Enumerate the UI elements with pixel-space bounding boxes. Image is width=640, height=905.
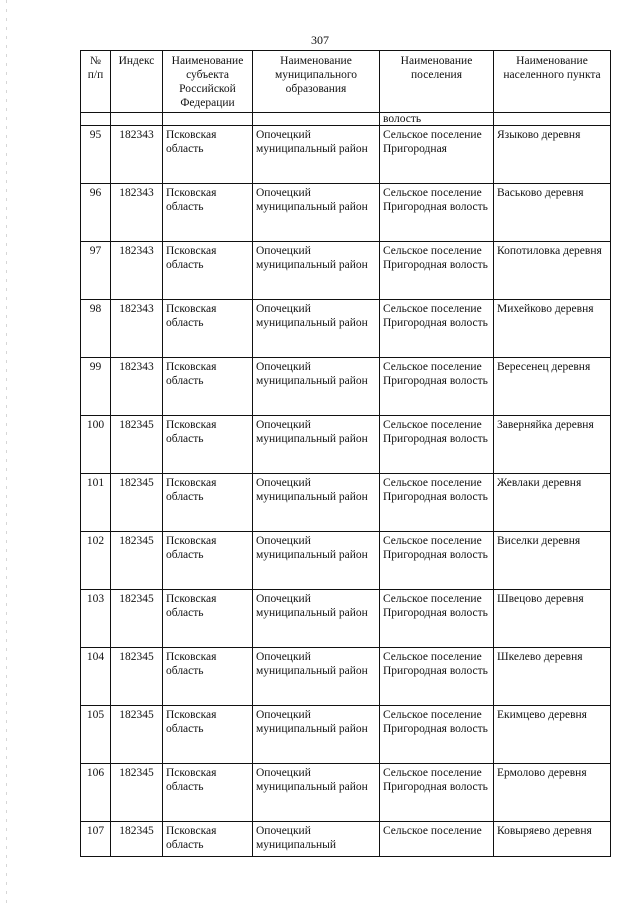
table-header-row xyxy=(81,51,611,113)
header-locality: Наименование населенного пункта xyxy=(494,51,611,113)
row-municipality: Опочецкий муниципальный район xyxy=(253,590,380,648)
row-municipality: Опочецкий муниципальный район xyxy=(253,184,380,242)
row-municipality: Опочецкий муниципальный район xyxy=(253,358,380,416)
row-index: 182345 xyxy=(111,532,163,590)
row-num: 98 xyxy=(81,300,111,358)
row-num: 96 xyxy=(81,184,111,242)
row-subject: Псковская область xyxy=(163,590,253,648)
row-locality: Языково деревня xyxy=(494,126,611,184)
table-row xyxy=(81,648,611,706)
table-row xyxy=(81,590,611,648)
row-index: 182345 xyxy=(111,648,163,706)
row-subject: Псковская область xyxy=(163,184,253,242)
row-subject: Псковская область xyxy=(163,242,253,300)
row-num: 99 xyxy=(81,358,111,416)
continuation-row xyxy=(81,113,611,126)
row-num: 105 xyxy=(81,706,111,764)
row-num: 102 xyxy=(81,532,111,590)
row-locality: Ковыряево деревня xyxy=(494,822,611,857)
row-municipality: Опочецкий муниципальный район xyxy=(253,474,380,532)
header-index: Индекс xyxy=(111,51,163,113)
row-index: 182345 xyxy=(111,706,163,764)
table-row xyxy=(81,358,611,416)
continuation-settlement: волость xyxy=(380,113,494,126)
table-row xyxy=(81,126,611,184)
row-subject: Псковская область xyxy=(163,532,253,590)
row-locality: Копотиловка деревня xyxy=(494,242,611,300)
row-settlement: Сельское поселение Пригородная волость xyxy=(380,648,494,706)
row-num: 103 xyxy=(81,590,111,648)
table-row xyxy=(81,300,611,358)
row-subject: Псковская область xyxy=(163,358,253,416)
row-settlement: Сельское поселение Пригородная волость xyxy=(380,358,494,416)
row-index: 182343 xyxy=(111,242,163,300)
row-locality: Шкелево деревня xyxy=(494,648,611,706)
row-index: 182343 xyxy=(111,126,163,184)
header-settlement: Наименование поселения xyxy=(380,51,494,113)
row-settlement: Сельское поселение Пригородная волость xyxy=(380,184,494,242)
row-locality: Екимцево деревня xyxy=(494,706,611,764)
row-municipality: Опочецкий муниципальный район xyxy=(253,242,380,300)
row-municipality: Опочецкий муниципальный район xyxy=(253,764,380,822)
row-locality: Васьково деревня xyxy=(494,184,611,242)
row-locality: Жевлаки деревня xyxy=(494,474,611,532)
row-index: 182343 xyxy=(111,358,163,416)
scan-edge-artifact xyxy=(6,0,7,905)
row-municipality: Опочецкий муниципальный район xyxy=(253,300,380,358)
row-subject: Псковская область xyxy=(163,648,253,706)
row-locality: Швецово деревня xyxy=(494,590,611,648)
row-locality: Михейково деревня xyxy=(494,300,611,358)
row-index: 182345 xyxy=(111,590,163,648)
table-row xyxy=(81,822,611,857)
row-subject: Псковская область xyxy=(163,706,253,764)
row-index: 182345 xyxy=(111,416,163,474)
row-index: 182343 xyxy=(111,184,163,242)
row-settlement: Сельское поселение Пригородная волость xyxy=(380,242,494,300)
row-index: 182345 xyxy=(111,474,163,532)
row-settlement: Сельское поселение Пригородная волость xyxy=(380,764,494,822)
row-municipality: Опочецкий муниципальный район xyxy=(253,532,380,590)
row-settlement: Сельское поселение Пригородная волость xyxy=(380,474,494,532)
row-municipality: Опочецкий муниципальный район xyxy=(253,126,380,184)
row-num: 104 xyxy=(81,648,111,706)
table-row xyxy=(81,242,611,300)
row-settlement: Сельское поселение Пригородная волость xyxy=(380,416,494,474)
row-subject: Псковская область xyxy=(163,300,253,358)
row-num: 107 xyxy=(81,822,111,857)
row-locality: Вересенец деревня xyxy=(494,358,611,416)
row-municipality: Опочецкий муниципальный район xyxy=(253,416,380,474)
row-subject: Псковская область xyxy=(163,126,253,184)
row-locality: Заверняйка деревня xyxy=(494,416,611,474)
row-settlement: Сельское поселение Пригородная волость xyxy=(380,532,494,590)
row-subject: Псковская область xyxy=(163,416,253,474)
table-row xyxy=(81,184,611,242)
row-num: 100 xyxy=(81,416,111,474)
row-num: 101 xyxy=(81,474,111,532)
header-subject: Наименование субъекта Российской Федерации xyxy=(163,51,253,113)
row-index: 182345 xyxy=(111,764,163,822)
header-municipality: Наименование муниципального образования xyxy=(253,51,380,113)
row-locality: Виселки деревня xyxy=(494,532,611,590)
row-municipality: Опочецкий муниципальный район xyxy=(253,706,380,764)
row-locality: Ермолово деревня xyxy=(494,764,611,822)
row-settlement: Сельское поселение Пригородная волость xyxy=(380,706,494,764)
table-row xyxy=(81,416,611,474)
row-subject: Псковская область xyxy=(163,474,253,532)
row-settlement: Сельское поселение Пригородная волость xyxy=(380,300,494,358)
row-index: 182343 xyxy=(111,300,163,358)
row-num: 106 xyxy=(81,764,111,822)
table-row xyxy=(81,764,611,822)
row-subject: Псковская область xyxy=(163,764,253,822)
row-index: 182345 xyxy=(111,822,163,857)
row-num: 97 xyxy=(81,242,111,300)
page-number: 307 xyxy=(311,33,329,47)
row-settlement: Сельское поселение xyxy=(380,822,494,857)
table-row xyxy=(81,532,611,590)
row-settlement: Сельское поселение Пригородная волость xyxy=(380,590,494,648)
row-municipality: Опочецкий муниципальный район xyxy=(253,648,380,706)
localities-table xyxy=(80,50,611,857)
row-num: 95 xyxy=(81,126,111,184)
table-row xyxy=(81,706,611,764)
header-num: № п/п xyxy=(81,51,111,113)
table-row xyxy=(81,474,611,532)
row-municipality: Опочецкий муниципальный xyxy=(253,822,380,857)
row-subject: Псковская область xyxy=(163,822,253,857)
row-settlement: Сельское поселение Пригородная xyxy=(380,126,494,184)
